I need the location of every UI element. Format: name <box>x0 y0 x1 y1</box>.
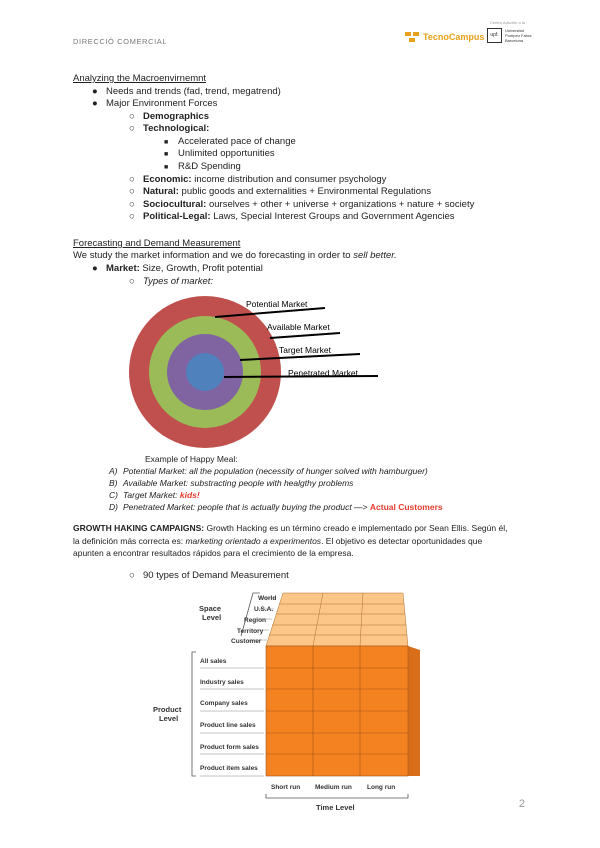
space-item: Region <box>244 617 267 624</box>
product-item: Product item sales <box>200 765 258 772</box>
time-level-label: Time Level <box>316 803 355 812</box>
force-demographics: ○ Demographics <box>129 111 209 122</box>
force-technological: ○ Technological: <box>129 123 210 134</box>
market-bullet: ● Market: Size, Growth, Profit potential <box>92 263 263 274</box>
product-item: Product line sales <box>200 722 256 729</box>
section2-title: Forecasting and Demand Measurement <box>73 238 241 249</box>
example-item: D) Penetrated Market: people that is actually buying the product —> Actual Customers <box>109 502 443 512</box>
force-economic: ○ Economic: income distribution and consumer psychology <box>129 174 387 185</box>
market-circles-diagram <box>120 290 390 450</box>
time-item: Short run <box>271 784 301 791</box>
list-item: ● Major Environment Forces <box>92 98 218 109</box>
growth-hacking-line1: GROWTH HAKING CAMPAIGNS: Growth Hacking es un término creado e implementado por Sean Ellis. Según él, <box>73 523 508 533</box>
product-item: Company sales <box>200 700 248 707</box>
svg-text:Level: Level <box>159 714 179 723</box>
time-item: Medium run <box>315 784 352 791</box>
list-item: ● Needs and trends (fad, trend, megatrend) <box>92 86 281 97</box>
product-level-label: Product <box>153 705 182 714</box>
tech-sub-item: ■ Accelerated pace of change <box>164 136 296 147</box>
product-item: Product form sales <box>200 744 259 751</box>
course-header: DIRECCIÓ COMERCIAL <box>73 37 168 46</box>
potential-market-label: Potential Market <box>246 299 308 309</box>
penetrated-market-circle <box>186 353 224 391</box>
cube-side-face <box>408 646 420 776</box>
growth-hacking-line3: apunten a encontrar resultados rápidos para el crecimiento de la empresa. <box>73 548 354 558</box>
cube-top-face <box>266 593 408 646</box>
example-item: A) Potential Market: all the population (necessity of hunger solved with hamburguer) <box>109 466 428 476</box>
upf-logo: upf. Universitat Pompeu Fabra Barcelona <box>487 28 531 43</box>
example-item: C) Target Market: kids! <box>109 490 200 500</box>
page-number: 2 <box>518 798 525 810</box>
top-tiny-text: Centro Adscrito a la <box>490 20 525 25</box>
types-of-market: ○ Types of market: <box>129 276 214 287</box>
example-title: Example of Happy Meal: <box>145 454 238 464</box>
force-sociocultural: ○ Sociocultural: ourselves + other + universe + organizations + nature + society <box>129 199 475 210</box>
space-level-label: Space <box>199 604 222 613</box>
product-item: All sales <box>200 658 227 665</box>
target-market-label: Target Market <box>279 345 331 355</box>
product-item: Industry sales <box>200 679 244 686</box>
demand-measurement-cube <box>148 588 423 818</box>
available-market-label: Available Market <box>267 322 330 332</box>
space-item: U.S.A. <box>254 606 274 613</box>
space-item: World <box>258 595 277 602</box>
upf-logo-mark: upf. <box>487 28 502 43</box>
force-political-legal: ○ Political-Legal: Laws, Special Interest Groups and Government Agencies <box>129 211 455 222</box>
example-item: B) Available Market: substracting people with healgthy problems <box>109 478 354 488</box>
tech-sub-item: ■ R&D Spending <box>164 161 241 172</box>
demand-bullet: ○ 90 types of Demand Measurement <box>129 570 289 581</box>
time-item: Long run <box>367 784 396 791</box>
space-item: Territory <box>237 628 264 635</box>
tecnocampus-logo-icon <box>405 32 419 42</box>
section1-title: Analyzing the Macroenvirnemnt <box>73 73 207 84</box>
svg-text:Level: Level <box>202 613 222 622</box>
space-item: Customer <box>231 638 262 645</box>
section2-intro: We study the market information and we do forecasting in order to sell better. <box>73 250 397 261</box>
penetrated-market-label: Penetrated Market <box>288 368 358 378</box>
tecnocampus-logo-text: TecnoCampus <box>423 32 485 42</box>
tecnocampus-logo <box>405 32 484 42</box>
tech-sub-item: ■ Unlimited opportunities <box>164 148 275 159</box>
force-natural: ○ Natural: public goods and externalities + Environmental Regulations <box>129 186 432 197</box>
growth-hacking-line2: la definición más correcta es: marketing orientado a experimentos. El objetivo es detectar oportunidades que <box>73 536 483 546</box>
